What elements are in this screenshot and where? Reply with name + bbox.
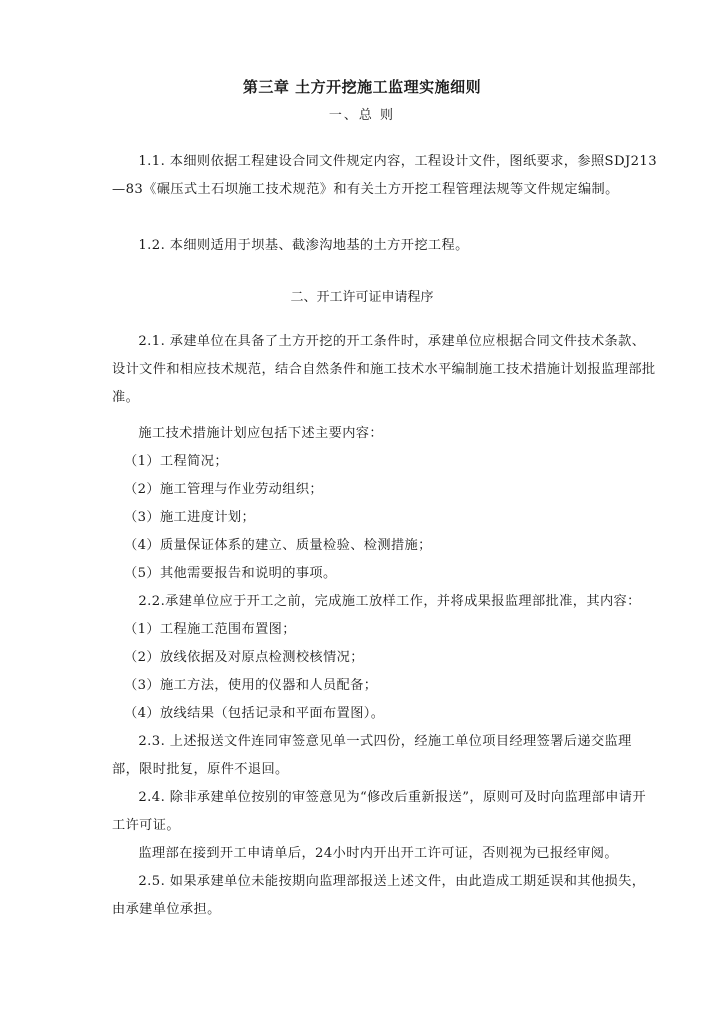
paragraph-2-4: 2.4. 除非承建单位按别的审签意见为“修改后重新报送”，原则可及时向监理部申请开工许可证。 (112, 790, 647, 833)
paragraph-1-2: 1.2. 本细则适用于坝基、截渗沟地基的土方开挖工程。 (138, 238, 469, 253)
paragraph-2-1: 2.1. 承建单位在具备了土方开挖的开工条件时，承建单位应根据合同文件技术条款、设计文件和相应技术规范，结合自然条件和施工技术水平编制施工技术措施计划报监理部批准。 (112, 334, 656, 405)
layout-item: （4）放线结果（包括记录和平面布置图）。 (124, 706, 385, 721)
layout-item: （1）工程施工范围布置图； (124, 622, 296, 637)
layout-item: （3）施工方法，使用的仪器和人员配备； (124, 678, 378, 693)
plan-item: （4）质量保证体系的建立、质量检验、检测措施； (124, 538, 432, 553)
plan-item: （2）施工管理与作业劳动组织； (124, 482, 324, 497)
paragraph-2-2: 2.2.承建单位应于开工之前，完成施工放样工作，并将成果报监理部批准，其内容： (138, 594, 641, 609)
plan-item: （3）施工进度计划； (124, 510, 256, 525)
section2-heading: 二、开工许可证申请程序 (290, 290, 434, 305)
chapter-title: 第三章 土方开挖施工监理实施细则 (242, 78, 482, 96)
section1-heading: 一、总 则 (328, 108, 396, 123)
paragraph-2-3: 2.3. 上述报送文件连同审签意见单一式四份，经施工单位项目经理签署后递交监理部，限时批复，原件不退回。 (112, 734, 632, 777)
plan-item: （1）工程简况； (124, 454, 228, 469)
paragraph-2-5: 2.5. 如果承建单位未能按期向监理部报送上述文件，由此造成工期延误和其他损失，由承建单位承担。 (112, 874, 646, 917)
plan-item: （5）其他需要报告和说明的事项。 (124, 566, 337, 581)
plan-intro: 施工技术措施计划应包括下述主要内容： (138, 426, 383, 441)
layout-item: （2）放线依据及对原点检测校核情况； (124, 650, 364, 665)
paragraph-2-4b: 监理部在接到开工申请单后，24小时内开出开工许可证，否则视为已报经审阅。 (138, 846, 618, 861)
paragraph-1-1: 1.1. 本细则依据工程建设合同文件规定内容，工程设计文件，图纸要求，参照SDJ213—83《碾压式土石坝施工技术规范》和有关土方开挖工程管理法规等文件规定编制。 (112, 154, 658, 197)
